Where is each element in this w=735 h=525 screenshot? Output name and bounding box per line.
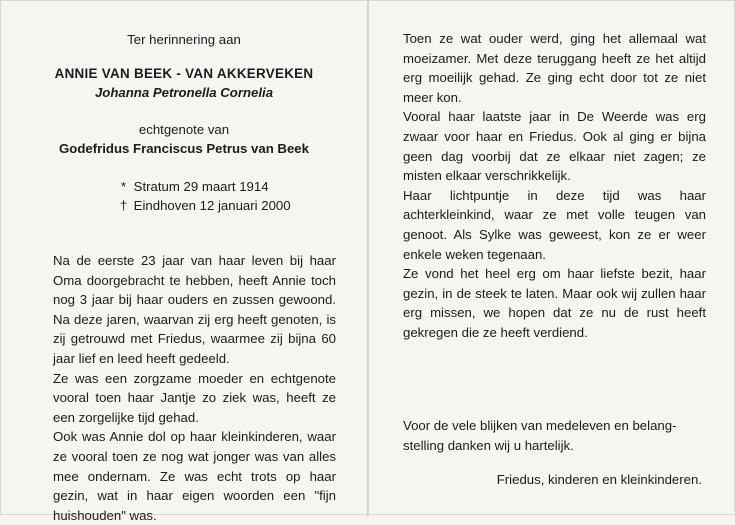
signature: Friedus, kinderen en kleinkinderen. [496, 472, 702, 487]
life-dates [117, 177, 291, 215]
thanks-text [403, 416, 706, 455]
death-text: Eindhoven 12 januari 2000 [133, 198, 291, 213]
card-fold [367, 1, 369, 516]
right-paragraph: Ze vond het heel erg om haar liefste bezit, haar gezin, in de steek te laten. Maar ook wij zullen haar erg missen, we hopen dat ze nu de rust heeft gekregen die ze heeft verdiend. [403, 266, 706, 340]
intro-text: Ter herinnering aan [127, 32, 241, 47]
thanks-line: Voor de vele blijken van medeleven en belang- [403, 418, 677, 433]
deceased-name: ANNIE VAN BEEK - VAN AKKERVEKEN [54, 66, 314, 81]
left-paragraph: Ook was Annie dol op haar kleinkinderen, waar ze vooral toen ze nog wat jonger was van alles mee ondernam. Ze was echt trots op haar gezin, wat in haar eigen woorden een "fijn huishouden" was. [53, 429, 336, 523]
birth-text: Stratum 29 maart 1914 [133, 179, 269, 194]
spouse-name: Godefridus Franciscus Petrus van Beek [59, 141, 309, 156]
right-body [403, 29, 706, 343]
right-paragraph: Haar lichtpuntje in deze tijd was haar achterkleinkind, waar ze met volle teugen van genoot. Als Sylke was geweest, kon ze er weer enkele weken tegenaan. [403, 187, 706, 262]
right-paragraph: Vooral haar laatste jaar in De Weerde was erg zwaar voor haar en Friedus. Ook al ging er bijna geen dag voorbij dat ze elkaar niet zagen; ze misten elkaar verschrikkelijk. [403, 109, 706, 184]
birth-star-icon: * [120, 179, 127, 194]
left-body [53, 251, 336, 525]
given-names: Johanna Petronella Cornelia [94, 85, 274, 100]
right-paragraph: Toen ze wat ouder werd, ging het allemaal wat moeizamer. Met deze teruggang heeft ze het altijd erg moeilijk gehad. Ze ging echt door tot ze niet meer kon. [403, 31, 706, 105]
death-line [117, 196, 291, 215]
left-paragraph: Ze was een zorgzame moeder en echtgenote vooral toen haar Jantje zo ziek was, heeft ze een zorgelijke tijd gehad. [53, 370, 336, 425]
birth-line [117, 177, 291, 196]
spouse-intro: echtgenote van [138, 122, 230, 137]
left-paragraph: Na de eerste 23 jaar van haar leven bij haar Oma doorgebracht te hebben, heeft Annie toch nog 3 jaar bij haar ouders en zussen gewoond. Na deze jaren, waarvan zij erg heeft genoten, is zij getrouwd met Friedus, waarmee zij bijna 60 jaar lief en leed heeft gedeeld. [53, 253, 336, 366]
death-cross-icon: † [119, 198, 128, 213]
thanks-line: stelling danken wij u hartelijk. [403, 437, 574, 453]
